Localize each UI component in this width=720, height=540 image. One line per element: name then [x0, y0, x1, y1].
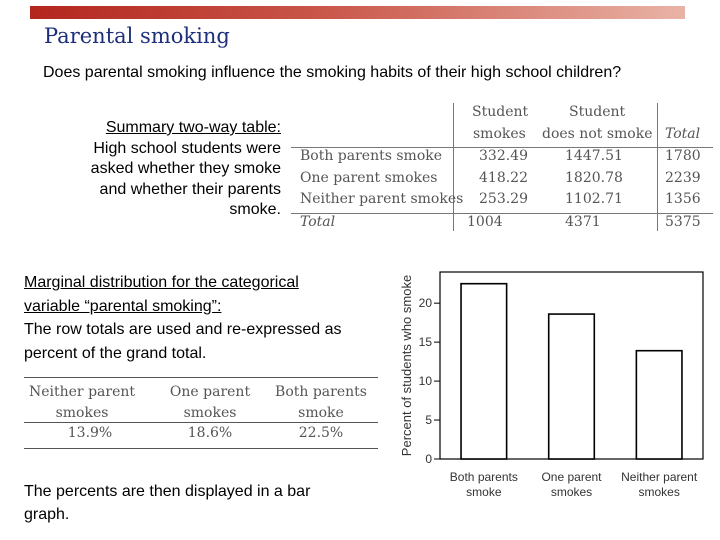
y-tick-label: 5	[425, 413, 432, 428]
column-header-line: One parent	[169, 384, 251, 400]
table-cell: 332.49	[479, 148, 528, 164]
table-divider-horizontal	[24, 377, 378, 378]
column-header: Student	[472, 104, 529, 120]
bar-chart	[395, 260, 713, 502]
table-cell: 253.29	[479, 191, 528, 207]
column-header-total: Total	[665, 126, 701, 142]
column-header-line: Both parents	[275, 384, 367, 400]
y-tick-label: 15	[418, 335, 432, 350]
row-label: One parent smokes	[300, 170, 438, 186]
table-cell: 418.22	[479, 170, 528, 186]
subtitle-question: Does parental smoking influence the smoking habits of their high school children?	[43, 64, 622, 81]
column-header-line: smoke	[298, 405, 344, 421]
row-label: Neither parent smokes	[300, 191, 464, 207]
column-header-line: smokes	[183, 405, 237, 421]
table-cell: 1447.51	[565, 148, 623, 164]
two-way-table	[291, 103, 713, 231]
table-cell: 1820.78	[565, 170, 623, 186]
table-cell: 13.9%	[67, 425, 113, 441]
row-label-total: Total	[300, 214, 336, 230]
table-cell: 18.6%	[187, 425, 233, 441]
bar	[461, 284, 507, 459]
table-cell: 1004	[467, 214, 503, 230]
summary-line: asked whether they smoke	[90, 160, 281, 177]
row-label: Both parents smoke	[300, 148, 443, 164]
title-accent-bar	[30, 6, 685, 19]
x-tick-label: One parent	[541, 470, 602, 484]
table-divider-vertical	[657, 103, 658, 231]
marginal-text-block	[24, 271, 384, 365]
y-tick-label: 0	[425, 452, 432, 466]
x-tick-label: smokes	[638, 485, 680, 499]
column-header: Student	[569, 104, 626, 120]
table-divider-vertical	[453, 103, 454, 231]
y-tick-label: 20	[418, 296, 432, 311]
bar	[636, 351, 682, 459]
column-header: does not smoke	[542, 126, 653, 142]
column-header	[266, 382, 376, 424]
bar	[549, 314, 595, 459]
column-header: smokes	[473, 126, 526, 142]
column-header-line: Neither parent	[28, 384, 135, 400]
table-divider-horizontal	[24, 448, 378, 449]
marginal-body-line: The row totals are used and re-expressed as	[24, 321, 342, 338]
table-cell: 2239	[665, 170, 701, 186]
summary-line: and whether their parents	[99, 180, 281, 198]
page-title: Parental smoking	[44, 24, 230, 48]
column-header	[27, 382, 137, 424]
summary-line: High school students were	[93, 139, 281, 157]
column-header	[155, 382, 265, 424]
table-cell: 4371	[565, 214, 601, 230]
y-tick-label: 10	[418, 374, 432, 389]
x-tick-label: smoke	[466, 485, 502, 499]
marginal-distribution-table	[24, 377, 378, 449]
summary-heading: Summary two-way table:	[105, 119, 281, 136]
marginal-heading-line: variable “parental smoking”:	[24, 297, 222, 315]
column-header-line: smokes	[55, 405, 109, 421]
summary-text-block	[30, 118, 281, 221]
table-cell: 22.5%	[298, 425, 344, 441]
bottom-text-line: graph.	[24, 506, 70, 523]
marginal-heading-line: Marginal distribution for the categorical	[24, 274, 299, 291]
bottom-text-line: The percents are then displayed in a bar	[24, 483, 311, 500]
marginal-body-line: percent of the grand total.	[24, 344, 207, 362]
x-tick-label: smokes	[550, 485, 593, 499]
bottom-text-block	[24, 480, 384, 526]
table-cell: 1780	[665, 148, 701, 164]
x-tick-label: Both parents	[449, 470, 518, 484]
x-tick-label: Neither parent	[621, 470, 698, 484]
table-cell: 5375	[665, 214, 701, 230]
summary-line: smoke.	[229, 201, 281, 218]
y-axis-label: Percent of students who smoke	[399, 274, 414, 457]
table-cell: 1356	[665, 191, 701, 207]
table-cell: 1102.71	[565, 191, 623, 207]
